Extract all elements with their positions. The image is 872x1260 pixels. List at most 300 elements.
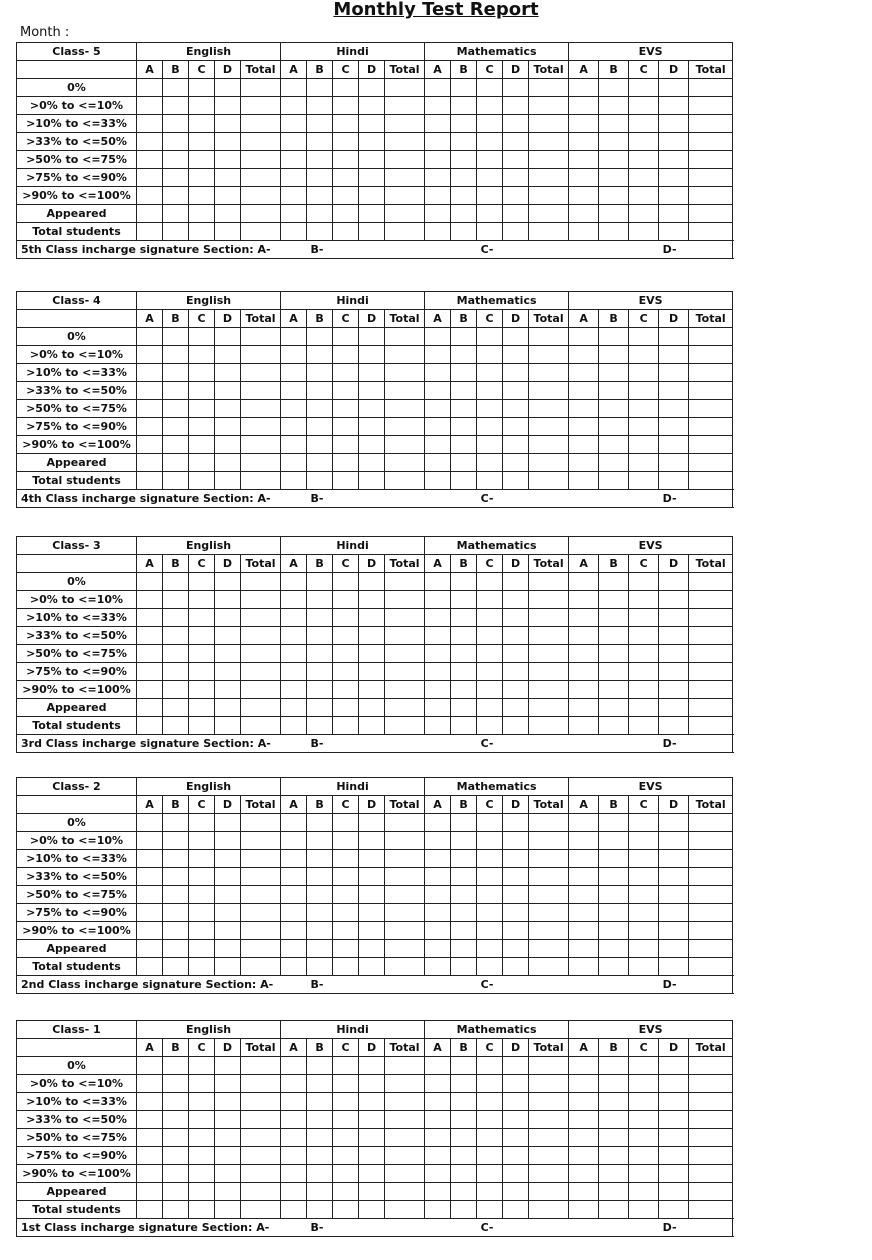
entry-cell[interactable] xyxy=(477,645,503,663)
entry-cell[interactable] xyxy=(503,79,529,97)
entry-cell[interactable] xyxy=(241,328,281,346)
entry-cell[interactable] xyxy=(599,922,629,940)
entry-cell[interactable] xyxy=(689,454,733,472)
entry-cell[interactable] xyxy=(629,1165,659,1183)
entry-cell[interactable] xyxy=(425,97,451,115)
entry-cell[interactable] xyxy=(599,591,629,609)
entry-cell[interactable] xyxy=(599,97,629,115)
entry-cell[interactable] xyxy=(137,681,163,699)
entry-cell[interactable] xyxy=(599,1183,629,1201)
entry-cell[interactable] xyxy=(569,187,599,205)
entry-cell[interactable] xyxy=(307,573,333,591)
signature-section-d[interactable]: D- xyxy=(659,735,733,753)
entry-cell[interactable] xyxy=(215,472,241,490)
entry-cell[interactable] xyxy=(241,1129,281,1147)
entry-cell[interactable] xyxy=(359,97,385,115)
entry-cell[interactable] xyxy=(281,364,307,382)
entry-cell[interactable] xyxy=(425,79,451,97)
entry-cell[interactable] xyxy=(215,814,241,832)
entry-cell[interactable] xyxy=(529,364,569,382)
entry-cell[interactable] xyxy=(137,328,163,346)
entry-cell[interactable] xyxy=(569,205,599,223)
entry-cell[interactable] xyxy=(599,1075,629,1093)
entry-cell[interactable] xyxy=(241,454,281,472)
entry-cell[interactable] xyxy=(281,472,307,490)
entry-cell[interactable] xyxy=(477,1057,503,1075)
entry-cell[interactable] xyxy=(689,79,733,97)
entry-cell[interactable] xyxy=(659,1129,689,1147)
entry-cell[interactable] xyxy=(281,699,307,717)
entry-cell[interactable] xyxy=(359,382,385,400)
entry-cell[interactable] xyxy=(333,472,359,490)
entry-cell[interactable] xyxy=(629,904,659,922)
entry-cell[interactable] xyxy=(333,346,359,364)
entry-cell[interactable] xyxy=(359,115,385,133)
entry-cell[interactable] xyxy=(529,1075,569,1093)
entry-cell[interactable] xyxy=(163,645,189,663)
signature-section-b[interactable]: B- xyxy=(307,241,477,259)
entry-cell[interactable] xyxy=(569,1075,599,1093)
entry-cell[interactable] xyxy=(689,400,733,418)
entry-cell[interactable] xyxy=(281,436,307,454)
entry-cell[interactable] xyxy=(451,717,477,735)
entry-cell[interactable] xyxy=(163,1147,189,1165)
entry-cell[interactable] xyxy=(477,1201,503,1219)
entry-cell[interactable] xyxy=(385,454,425,472)
entry-cell[interactable] xyxy=(569,364,599,382)
entry-cell[interactable] xyxy=(215,1183,241,1201)
entry-cell[interactable] xyxy=(215,1075,241,1093)
entry-cell[interactable] xyxy=(307,133,333,151)
entry-cell[interactable] xyxy=(137,1129,163,1147)
entry-cell[interactable] xyxy=(359,699,385,717)
entry-cell[interactable] xyxy=(659,79,689,97)
entry-cell[interactable] xyxy=(215,346,241,364)
entry-cell[interactable] xyxy=(425,627,451,645)
entry-cell[interactable] xyxy=(281,645,307,663)
entry-cell[interactable] xyxy=(477,169,503,187)
entry-cell[interactable] xyxy=(359,1111,385,1129)
entry-cell[interactable] xyxy=(163,79,189,97)
entry-cell[interactable] xyxy=(569,591,599,609)
entry-cell[interactable] xyxy=(359,187,385,205)
entry-cell[interactable] xyxy=(241,1093,281,1111)
entry-cell[interactable] xyxy=(359,717,385,735)
entry-cell[interactable] xyxy=(599,1201,629,1219)
entry-cell[interactable] xyxy=(689,1183,733,1201)
entry-cell[interactable] xyxy=(241,1147,281,1165)
entry-cell[interactable] xyxy=(333,681,359,699)
entry-cell[interactable] xyxy=(385,1111,425,1129)
entry-cell[interactable] xyxy=(451,418,477,436)
entry-cell[interactable] xyxy=(451,940,477,958)
entry-cell[interactable] xyxy=(659,1075,689,1093)
entry-cell[interactable] xyxy=(659,205,689,223)
entry-cell[interactable] xyxy=(689,205,733,223)
entry-cell[interactable] xyxy=(281,1075,307,1093)
entry-cell[interactable] xyxy=(629,1147,659,1165)
entry-cell[interactable] xyxy=(659,627,689,645)
entry-cell[interactable] xyxy=(529,717,569,735)
entry-cell[interactable] xyxy=(333,717,359,735)
entry-cell[interactable] xyxy=(307,454,333,472)
entry-cell[interactable] xyxy=(659,400,689,418)
entry-cell[interactable] xyxy=(215,205,241,223)
entry-cell[interactable] xyxy=(451,97,477,115)
entry-cell[interactable] xyxy=(189,205,215,223)
entry-cell[interactable] xyxy=(569,922,599,940)
entry-cell[interactable] xyxy=(359,1129,385,1147)
entry-cell[interactable] xyxy=(629,151,659,169)
entry-cell[interactable] xyxy=(659,609,689,627)
entry-cell[interactable] xyxy=(629,814,659,832)
entry-cell[interactable] xyxy=(477,832,503,850)
entry-cell[interactable] xyxy=(281,958,307,976)
entry-cell[interactable] xyxy=(569,1093,599,1111)
entry-cell[interactable] xyxy=(385,346,425,364)
entry-cell[interactable] xyxy=(477,699,503,717)
entry-cell[interactable] xyxy=(281,418,307,436)
entry-cell[interactable] xyxy=(425,681,451,699)
entry-cell[interactable] xyxy=(477,223,503,241)
entry-cell[interactable] xyxy=(477,79,503,97)
entry-cell[interactable] xyxy=(385,1165,425,1183)
entry-cell[interactable] xyxy=(451,169,477,187)
entry-cell[interactable] xyxy=(137,940,163,958)
entry-cell[interactable] xyxy=(307,832,333,850)
entry-cell[interactable] xyxy=(307,850,333,868)
entry-cell[interactable] xyxy=(215,151,241,169)
entry-cell[interactable] xyxy=(629,591,659,609)
entry-cell[interactable] xyxy=(385,1201,425,1219)
entry-cell[interactable] xyxy=(307,364,333,382)
entry-cell[interactable] xyxy=(189,886,215,904)
entry-cell[interactable] xyxy=(477,97,503,115)
entry-cell[interactable] xyxy=(307,97,333,115)
entry-cell[interactable] xyxy=(629,1075,659,1093)
entry-cell[interactable] xyxy=(503,346,529,364)
entry-cell[interactable] xyxy=(629,382,659,400)
entry-cell[interactable] xyxy=(659,940,689,958)
entry-cell[interactable] xyxy=(189,609,215,627)
entry-cell[interactable] xyxy=(189,1129,215,1147)
entry-cell[interactable] xyxy=(659,436,689,454)
entry-cell[interactable] xyxy=(659,681,689,699)
entry-cell[interactable] xyxy=(599,1129,629,1147)
entry-cell[interactable] xyxy=(281,573,307,591)
entry-cell[interactable] xyxy=(385,1147,425,1165)
entry-cell[interactable] xyxy=(163,886,189,904)
entry-cell[interactable] xyxy=(477,1075,503,1093)
entry-cell[interactable] xyxy=(503,1147,529,1165)
entry-cell[interactable] xyxy=(307,115,333,133)
entry-cell[interactable] xyxy=(385,663,425,681)
entry-cell[interactable] xyxy=(451,187,477,205)
entry-cell[interactable] xyxy=(163,133,189,151)
entry-cell[interactable] xyxy=(629,663,659,681)
entry-cell[interactable] xyxy=(333,1165,359,1183)
entry-cell[interactable] xyxy=(333,1129,359,1147)
entry-cell[interactable] xyxy=(307,346,333,364)
entry-cell[interactable] xyxy=(529,958,569,976)
entry-cell[interactable] xyxy=(215,922,241,940)
entry-cell[interactable] xyxy=(529,1183,569,1201)
entry-cell[interactable] xyxy=(307,223,333,241)
entry-cell[interactable] xyxy=(451,1165,477,1183)
entry-cell[interactable] xyxy=(503,1201,529,1219)
entry-cell[interactable] xyxy=(137,382,163,400)
entry-cell[interactable] xyxy=(599,187,629,205)
entry-cell[interactable] xyxy=(425,663,451,681)
signature-section-c[interactable]: C- xyxy=(477,490,659,508)
entry-cell[interactable] xyxy=(137,1201,163,1219)
entry-cell[interactable] xyxy=(659,699,689,717)
entry-cell[interactable] xyxy=(451,1183,477,1201)
entry-cell[interactable] xyxy=(659,1201,689,1219)
entry-cell[interactable] xyxy=(137,645,163,663)
entry-cell[interactable] xyxy=(189,436,215,454)
entry-cell[interactable] xyxy=(333,187,359,205)
entry-cell[interactable] xyxy=(333,1201,359,1219)
entry-cell[interactable] xyxy=(629,627,659,645)
entry-cell[interactable] xyxy=(281,886,307,904)
entry-cell[interactable] xyxy=(569,958,599,976)
entry-cell[interactable] xyxy=(307,79,333,97)
entry-cell[interactable] xyxy=(477,187,503,205)
entry-cell[interactable] xyxy=(215,115,241,133)
entry-cell[interactable] xyxy=(659,472,689,490)
entry-cell[interactable] xyxy=(359,663,385,681)
signature-section-c[interactable]: C- xyxy=(477,735,659,753)
entry-cell[interactable] xyxy=(569,1057,599,1075)
entry-cell[interactable] xyxy=(359,1075,385,1093)
entry-cell[interactable] xyxy=(137,205,163,223)
entry-cell[interactable] xyxy=(425,400,451,418)
entry-cell[interactable] xyxy=(241,346,281,364)
entry-cell[interactable] xyxy=(333,663,359,681)
entry-cell[interactable] xyxy=(477,1165,503,1183)
entry-cell[interactable] xyxy=(569,868,599,886)
entry-cell[interactable] xyxy=(163,832,189,850)
entry-cell[interactable] xyxy=(333,627,359,645)
entry-cell[interactable] xyxy=(137,472,163,490)
entry-cell[interactable] xyxy=(385,133,425,151)
entry-cell[interactable] xyxy=(163,1111,189,1129)
entry-cell[interactable] xyxy=(629,699,659,717)
entry-cell[interactable] xyxy=(599,1093,629,1111)
entry-cell[interactable] xyxy=(689,418,733,436)
entry-cell[interactable] xyxy=(241,886,281,904)
entry-cell[interactable] xyxy=(503,645,529,663)
entry-cell[interactable] xyxy=(281,717,307,735)
entry-cell[interactable] xyxy=(425,133,451,151)
entry-cell[interactable] xyxy=(385,850,425,868)
entry-cell[interactable] xyxy=(359,364,385,382)
entry-cell[interactable] xyxy=(629,868,659,886)
entry-cell[interactable] xyxy=(599,382,629,400)
entry-cell[interactable] xyxy=(241,472,281,490)
entry-cell[interactable] xyxy=(385,922,425,940)
entry-cell[interactable] xyxy=(281,904,307,922)
entry-cell[interactable] xyxy=(189,814,215,832)
entry-cell[interactable] xyxy=(503,151,529,169)
entry-cell[interactable] xyxy=(333,115,359,133)
entry-cell[interactable] xyxy=(689,922,733,940)
entry-cell[interactable] xyxy=(281,454,307,472)
entry-cell[interactable] xyxy=(503,115,529,133)
entry-cell[interactable] xyxy=(359,1093,385,1111)
entry-cell[interactable] xyxy=(163,97,189,115)
entry-cell[interactable] xyxy=(477,151,503,169)
entry-cell[interactable] xyxy=(569,436,599,454)
entry-cell[interactable] xyxy=(281,133,307,151)
entry-cell[interactable] xyxy=(425,115,451,133)
entry-cell[interactable] xyxy=(503,573,529,591)
entry-cell[interactable] xyxy=(359,1183,385,1201)
entry-cell[interactable] xyxy=(599,573,629,591)
entry-cell[interactable] xyxy=(241,1111,281,1129)
entry-cell[interactable] xyxy=(163,187,189,205)
entry-cell[interactable] xyxy=(359,958,385,976)
entry-cell[interactable] xyxy=(241,850,281,868)
entry-cell[interactable] xyxy=(189,663,215,681)
entry-cell[interactable] xyxy=(451,436,477,454)
signature-section-b[interactable]: B- xyxy=(307,735,477,753)
entry-cell[interactable] xyxy=(529,645,569,663)
entry-cell[interactable] xyxy=(333,886,359,904)
entry-cell[interactable] xyxy=(503,681,529,699)
entry-cell[interactable] xyxy=(281,169,307,187)
entry-cell[interactable] xyxy=(333,904,359,922)
entry-cell[interactable] xyxy=(241,223,281,241)
entry-cell[interactable] xyxy=(629,472,659,490)
entry-cell[interactable] xyxy=(215,382,241,400)
entry-cell[interactable] xyxy=(359,814,385,832)
entry-cell[interactable] xyxy=(503,1165,529,1183)
entry-cell[interactable] xyxy=(569,814,599,832)
entry-cell[interactable] xyxy=(333,922,359,940)
entry-cell[interactable] xyxy=(425,922,451,940)
entry-cell[interactable] xyxy=(477,1147,503,1165)
entry-cell[interactable] xyxy=(569,573,599,591)
entry-cell[interactable] xyxy=(137,591,163,609)
entry-cell[interactable] xyxy=(241,663,281,681)
entry-cell[interactable] xyxy=(359,1147,385,1165)
entry-cell[interactable] xyxy=(689,1129,733,1147)
entry-cell[interactable] xyxy=(451,346,477,364)
entry-cell[interactable] xyxy=(137,814,163,832)
entry-cell[interactable] xyxy=(629,850,659,868)
entry-cell[interactable] xyxy=(477,436,503,454)
entry-cell[interactable] xyxy=(659,328,689,346)
entry-cell[interactable] xyxy=(503,454,529,472)
entry-cell[interactable] xyxy=(385,645,425,663)
entry-cell[interactable] xyxy=(477,609,503,627)
entry-cell[interactable] xyxy=(215,169,241,187)
entry-cell[interactable] xyxy=(307,1183,333,1201)
entry-cell[interactable] xyxy=(281,940,307,958)
entry-cell[interactable] xyxy=(385,418,425,436)
entry-cell[interactable] xyxy=(529,436,569,454)
entry-cell[interactable] xyxy=(359,681,385,699)
entry-cell[interactable] xyxy=(529,573,569,591)
entry-cell[interactable] xyxy=(477,364,503,382)
entry-cell[interactable] xyxy=(529,1129,569,1147)
entry-cell[interactable] xyxy=(477,1111,503,1129)
entry-cell[interactable] xyxy=(659,382,689,400)
entry-cell[interactable] xyxy=(569,133,599,151)
entry-cell[interactable] xyxy=(629,346,659,364)
entry-cell[interactable] xyxy=(689,97,733,115)
entry-cell[interactable] xyxy=(359,328,385,346)
entry-cell[interactable] xyxy=(569,940,599,958)
entry-cell[interactable] xyxy=(163,958,189,976)
entry-cell[interactable] xyxy=(189,922,215,940)
entry-cell[interactable] xyxy=(689,1057,733,1075)
entry-cell[interactable] xyxy=(137,922,163,940)
entry-cell[interactable] xyxy=(333,850,359,868)
entry-cell[interactable] xyxy=(689,573,733,591)
entry-cell[interactable] xyxy=(569,904,599,922)
entry-cell[interactable] xyxy=(451,472,477,490)
entry-cell[interactable] xyxy=(477,627,503,645)
entry-cell[interactable] xyxy=(659,1165,689,1183)
entry-cell[interactable] xyxy=(529,591,569,609)
entry-cell[interactable] xyxy=(477,1129,503,1147)
entry-cell[interactable] xyxy=(451,868,477,886)
entry-cell[interactable] xyxy=(529,1165,569,1183)
entry-cell[interactable] xyxy=(215,717,241,735)
entry-cell[interactable] xyxy=(163,814,189,832)
entry-cell[interactable] xyxy=(599,169,629,187)
entry-cell[interactable] xyxy=(629,1201,659,1219)
entry-cell[interactable] xyxy=(451,1057,477,1075)
entry-cell[interactable] xyxy=(189,1165,215,1183)
entry-cell[interactable] xyxy=(163,663,189,681)
entry-cell[interactable] xyxy=(529,400,569,418)
entry-cell[interactable] xyxy=(163,573,189,591)
entry-cell[interactable] xyxy=(385,79,425,97)
entry-cell[interactable] xyxy=(281,205,307,223)
entry-cell[interactable] xyxy=(689,1165,733,1183)
entry-cell[interactable] xyxy=(659,645,689,663)
entry-cell[interactable] xyxy=(137,1147,163,1165)
entry-cell[interactable] xyxy=(477,922,503,940)
entry-cell[interactable] xyxy=(689,472,733,490)
entry-cell[interactable] xyxy=(569,1183,599,1201)
entry-cell[interactable] xyxy=(689,1093,733,1111)
entry-cell[interactable] xyxy=(215,79,241,97)
entry-cell[interactable] xyxy=(689,115,733,133)
entry-cell[interactable] xyxy=(425,904,451,922)
entry-cell[interactable] xyxy=(281,1147,307,1165)
entry-cell[interactable] xyxy=(241,1057,281,1075)
entry-cell[interactable] xyxy=(241,364,281,382)
entry-cell[interactable] xyxy=(281,868,307,886)
entry-cell[interactable] xyxy=(385,886,425,904)
entry-cell[interactable] xyxy=(569,663,599,681)
entry-cell[interactable] xyxy=(385,940,425,958)
entry-cell[interactable] xyxy=(163,1201,189,1219)
entry-cell[interactable] xyxy=(689,133,733,151)
entry-cell[interactable] xyxy=(529,832,569,850)
entry-cell[interactable] xyxy=(599,1057,629,1075)
entry-cell[interactable] xyxy=(137,400,163,418)
entry-cell[interactable] xyxy=(425,1129,451,1147)
entry-cell[interactable] xyxy=(189,1183,215,1201)
entry-cell[interactable] xyxy=(215,573,241,591)
entry-cell[interactable] xyxy=(529,627,569,645)
